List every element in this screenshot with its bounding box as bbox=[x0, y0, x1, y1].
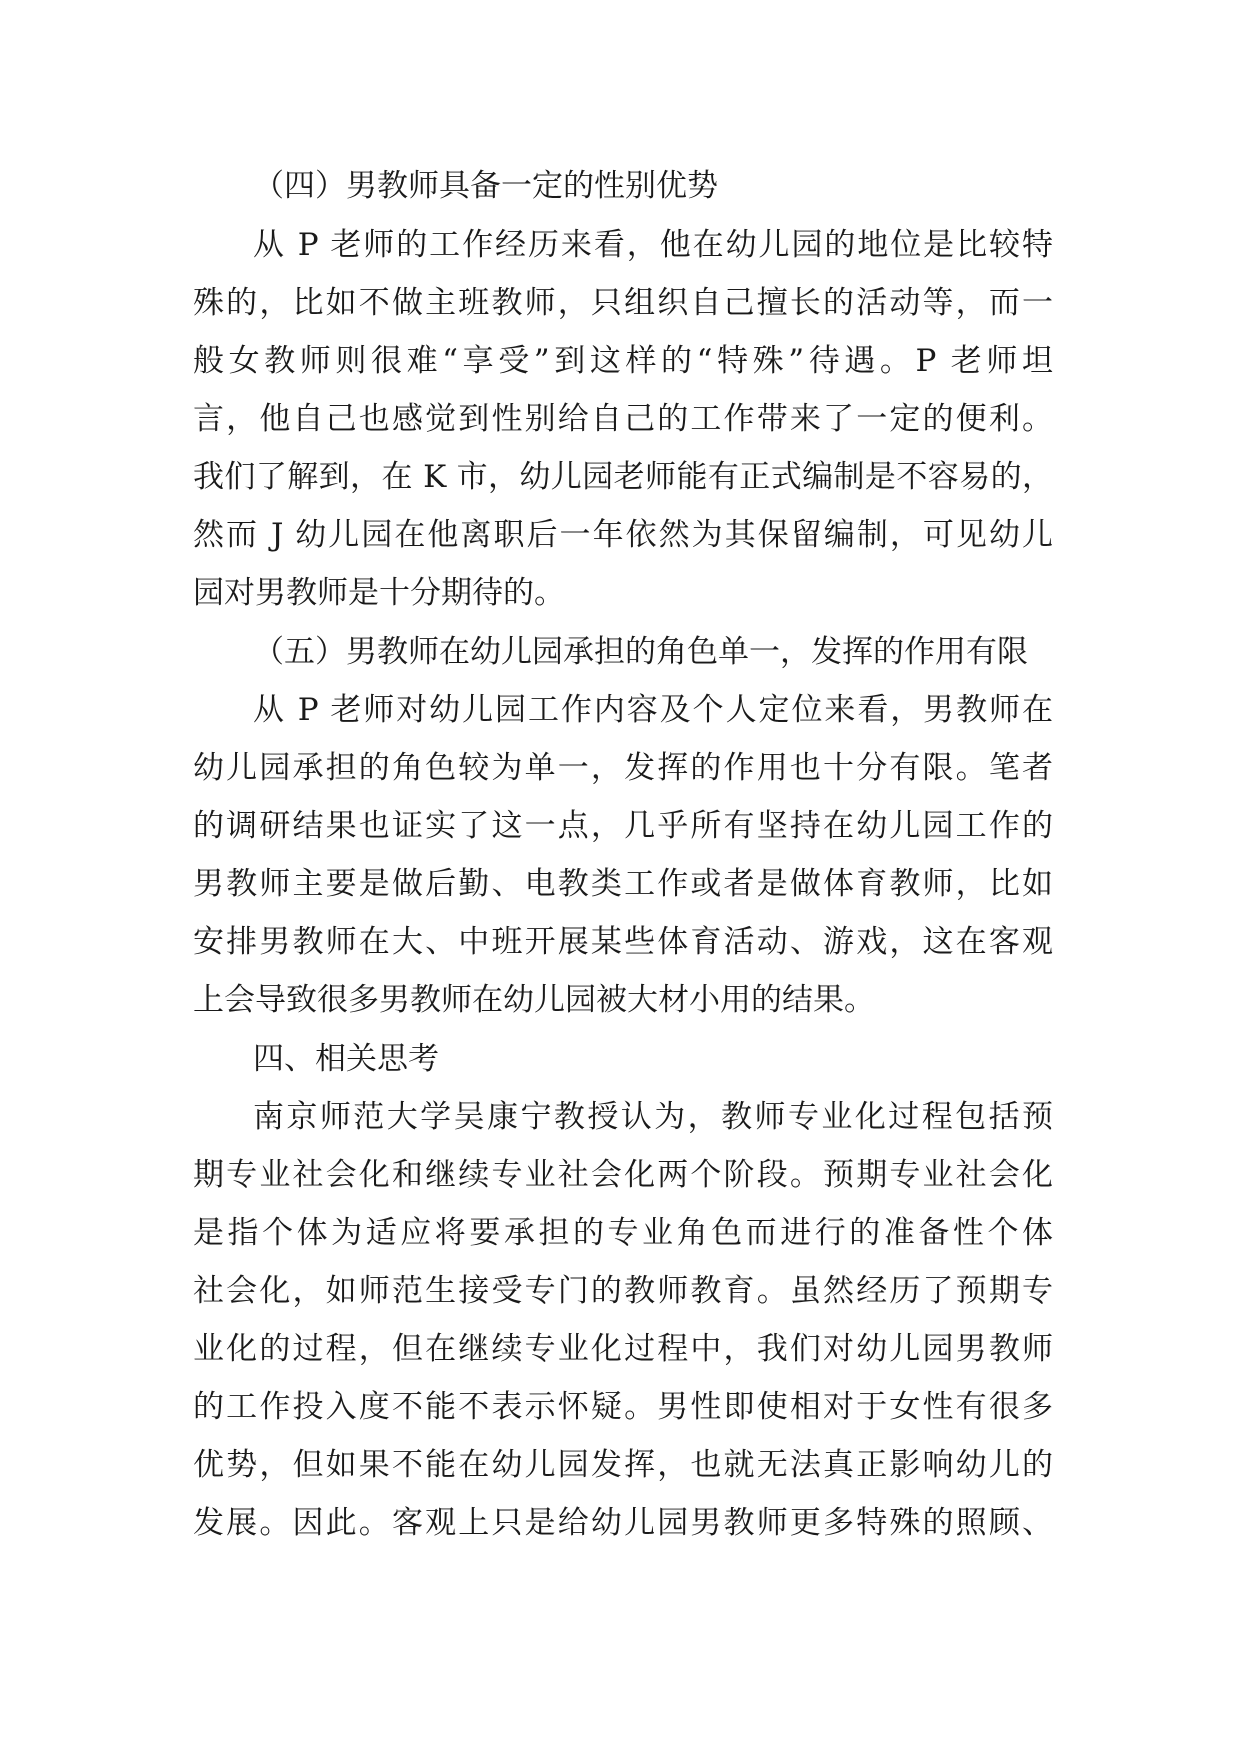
paragraph-line: 从 P 老师的工作经历来看，他在幼儿园的地位是比较特 bbox=[253, 227, 1053, 263]
section-heading-thoughts: 四、相关思考 bbox=[253, 1041, 439, 1077]
section-heading-5: （五）男教师在幼儿园承担的角色单一，发挥的作用有限 bbox=[253, 634, 1028, 670]
paragraph-line: 殊的，比如不做主班教师，只组织自己擅长的活动等，而一 bbox=[193, 285, 1053, 321]
paragraph-line: 社会化，如师范生接受专门的教师教育。虽然经历了预期专 bbox=[193, 1273, 1053, 1309]
paragraph-line: 的工作投入度不能不表示怀疑。男性即使相对于女性有很多 bbox=[193, 1389, 1053, 1425]
paragraph-line: 然而 J 幼儿园在他离职后一年依然为其保留编制，可见幼儿 bbox=[193, 517, 1053, 553]
paragraph-line: 般女教师则很难“享受”到这样的“特殊”待遇。P 老师坦 bbox=[193, 343, 1053, 379]
paragraph-line: 从 P 老师对幼儿园工作内容及个人定位来看，男教师在 bbox=[253, 692, 1053, 728]
paragraph-line: 的调研结果也证实了这一点，几乎所有坚持在幼儿园工作的 bbox=[193, 808, 1053, 844]
paragraph-line: 期专业社会化和继续专业社会化两个阶段。预期专业社会化 bbox=[193, 1157, 1053, 1193]
paragraph-line: 上会导致很多男教师在幼儿园被大材小用的结果。 bbox=[193, 982, 875, 1018]
paragraph-line: 言，他自己也感觉到性别给自己的工作带来了一定的便利。 bbox=[193, 401, 1053, 437]
paragraph-line: 业化的过程，但在继续专业化过程中，我们对幼儿园男教师 bbox=[193, 1331, 1053, 1367]
paragraph-line: 南京师范大学吴康宁教授认为，教师专业化过程包括预 bbox=[253, 1099, 1053, 1135]
paragraph-line: 幼儿园承担的角色较为单一，发挥的作用也十分有限。笔者 bbox=[193, 750, 1053, 786]
section-heading-4: （四）男教师具备一定的性别优势 bbox=[253, 168, 718, 204]
paragraph-line: 园对男教师是十分期待的。 bbox=[193, 575, 565, 611]
paragraph-line: 发展。因此。客观上只是给幼儿园男教师更多特殊的照顾、 bbox=[193, 1505, 1053, 1541]
paragraph-line: 是指个体为适应将要承担的专业角色而进行的准备性个体 bbox=[193, 1215, 1053, 1251]
paragraph-line: 安排男教师在大、中班开展某些体育活动、游戏，这在客观 bbox=[193, 924, 1053, 960]
paragraph-line: 男教师主要是做后勤、电教类工作或者是做体育教师，比如 bbox=[193, 866, 1053, 902]
paragraph-line: 我们了解到，在 K 市，幼儿园老师能有正式编制是不容易的， bbox=[193, 459, 1053, 495]
paragraph-line: 优势，但如果不能在幼儿园发挥，也就无法真正影响幼儿的 bbox=[193, 1447, 1053, 1483]
